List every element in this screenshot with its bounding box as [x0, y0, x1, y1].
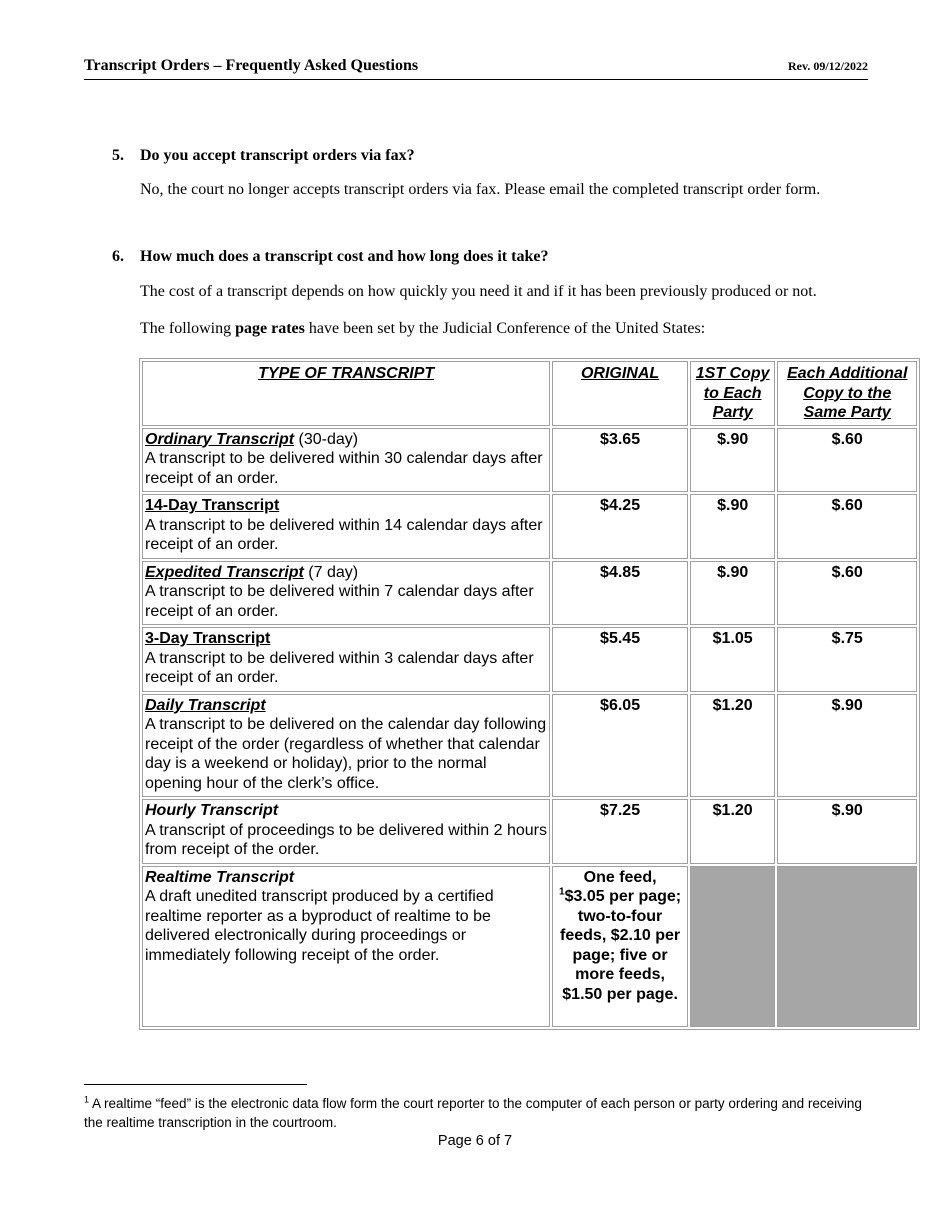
footnote	[84, 1094, 884, 1132]
transcript-description: A transcript to be delivered within 7 calendar days after receipt of an order.	[145, 583, 534, 620]
additional-copy-price: $.60	[777, 428, 917, 493]
type-cell	[142, 494, 550, 559]
table-row	[142, 627, 917, 692]
transcript-rates-table	[139, 358, 920, 1030]
type-cell	[142, 428, 550, 493]
additional-copy-price: $.60	[777, 494, 917, 559]
footnote-text: A realtime “feed” is the electronic data flow form the court reporter to the computer of each person or party ordering and receiving the realtime transcription in the courtroom.	[84, 1096, 862, 1130]
transcript-description: A transcript to be delivered on the calendar day following receipt of the order (regardless of whether that calendar day is a weekend or holiday), prior to the normal opening hour of the clerk’s office.	[145, 716, 547, 792]
answer-6: The cost of a transcript depends on how quickly you need it and if it has been previously produced or not.	[140, 283, 817, 300]
shaded-cell	[777, 866, 917, 1027]
header-first-copy: 1ST Copy to Each Party	[690, 361, 776, 426]
first-copy-price: $.90	[690, 428, 776, 493]
revision-date: Rev. 09/12/2022	[788, 59, 868, 73]
table-row	[142, 494, 917, 559]
additional-copy-price: $.75	[777, 627, 917, 692]
additional-copy-price: $.60	[777, 561, 917, 626]
table-row	[142, 561, 917, 626]
page-number: Page 6 of 7	[437, 1133, 513, 1149]
answer-5: No, the court no longer accepts transcript orders via fax. Please email the completed transcript order form.	[140, 181, 821, 198]
question-6	[112, 248, 548, 266]
footnote-separator	[84, 1084, 307, 1085]
transcript-name: Daily Transcript	[145, 696, 266, 714]
question-6-number: 6.	[112, 248, 124, 265]
transcript-name: 14-Day Transcript	[145, 497, 280, 514]
realtime-price-details: $3.05 per page; two-to-four feeds, $2.10 per page; five or more feeds, $1.50 per page.	[560, 888, 682, 1003]
page-header	[84, 56, 868, 80]
question-6-text: How much does a transcript cost and how long does it take?	[140, 248, 549, 265]
original-price: $7.25	[552, 799, 688, 864]
original-price: $3.65	[552, 428, 688, 493]
additional-copy-price: $.90	[777, 694, 917, 798]
rates-intro-bold: page rates	[235, 320, 305, 337]
document-title: Transcript Orders – Frequently Asked Questions	[84, 57, 419, 74]
rates-intro-before: The following	[140, 320, 236, 337]
header-original: ORIGINAL	[552, 361, 688, 426]
transcript-name: Hourly Transcript	[145, 802, 279, 819]
realtime-price-line1: One feed,	[583, 868, 657, 886]
original-price: $4.25	[552, 494, 688, 559]
additional-copy-price: $.90	[777, 799, 917, 864]
original-price	[552, 866, 688, 1027]
question-5	[112, 147, 415, 165]
original-price: $5.45	[552, 627, 688, 692]
header-additional-copy: Each Additional Copy to the Same Party	[777, 361, 917, 426]
rates-intro	[140, 320, 705, 338]
transcript-qualifier: (30-day)	[294, 430, 359, 448]
type-cell	[142, 866, 550, 1027]
table-header-row	[142, 361, 917, 426]
transcript-description: A transcript to be delivered within 14 calendar days after receipt of an order.	[145, 516, 543, 553]
first-copy-price: $1.05	[690, 627, 776, 692]
transcript-qualifier: (7 day)	[303, 563, 359, 581]
transcript-name: Ordinary Transcript	[145, 430, 295, 448]
original-price: $4.85	[552, 561, 688, 626]
table-row	[142, 428, 917, 493]
type-cell	[142, 561, 550, 626]
original-price: $6.05	[552, 694, 688, 798]
table-row	[142, 799, 917, 864]
first-copy-price: $1.20	[690, 799, 776, 864]
footnote-marker: 1	[84, 1094, 90, 1105]
table-row	[142, 694, 917, 798]
transcript-description: A transcript to be delivered within 30 calendar days after receipt of an order.	[145, 450, 543, 487]
shaded-cell	[690, 866, 776, 1027]
transcript-description: A draft unedited transcript produced by a certified realtime reporter as a byproduct of realtime to be delivered electronically during proceedings or immediately following receipt of the order.	[145, 888, 494, 964]
table-row-realtime	[142, 866, 917, 1027]
question-5-number: 5.	[112, 147, 124, 164]
transcript-name: 3-Day Transcript	[145, 630, 271, 647]
type-cell	[142, 799, 550, 864]
transcript-name: Expedited Transcript	[145, 563, 304, 581]
first-copy-price: $.90	[690, 494, 776, 559]
transcript-description: A transcript of proceedings to be delivered within 2 hours from receipt of the order.	[145, 821, 548, 858]
footnote-reference: 1	[559, 886, 565, 898]
question-5-text: Do you accept transcript orders via fax?	[140, 147, 415, 164]
transcript-name: Realtime Transcript	[145, 868, 295, 886]
transcript-description: A transcript to be delivered within 3 calendar days after receipt of an order.	[145, 649, 534, 686]
rates-intro-after: have been set by the Judicial Conference of the United States:	[304, 320, 706, 337]
type-cell	[142, 627, 550, 692]
first-copy-price: $1.20	[690, 694, 776, 798]
first-copy-price: $.90	[690, 561, 776, 626]
header-type: TYPE OF TRANSCRIPT	[142, 361, 550, 426]
type-cell	[142, 694, 550, 798]
